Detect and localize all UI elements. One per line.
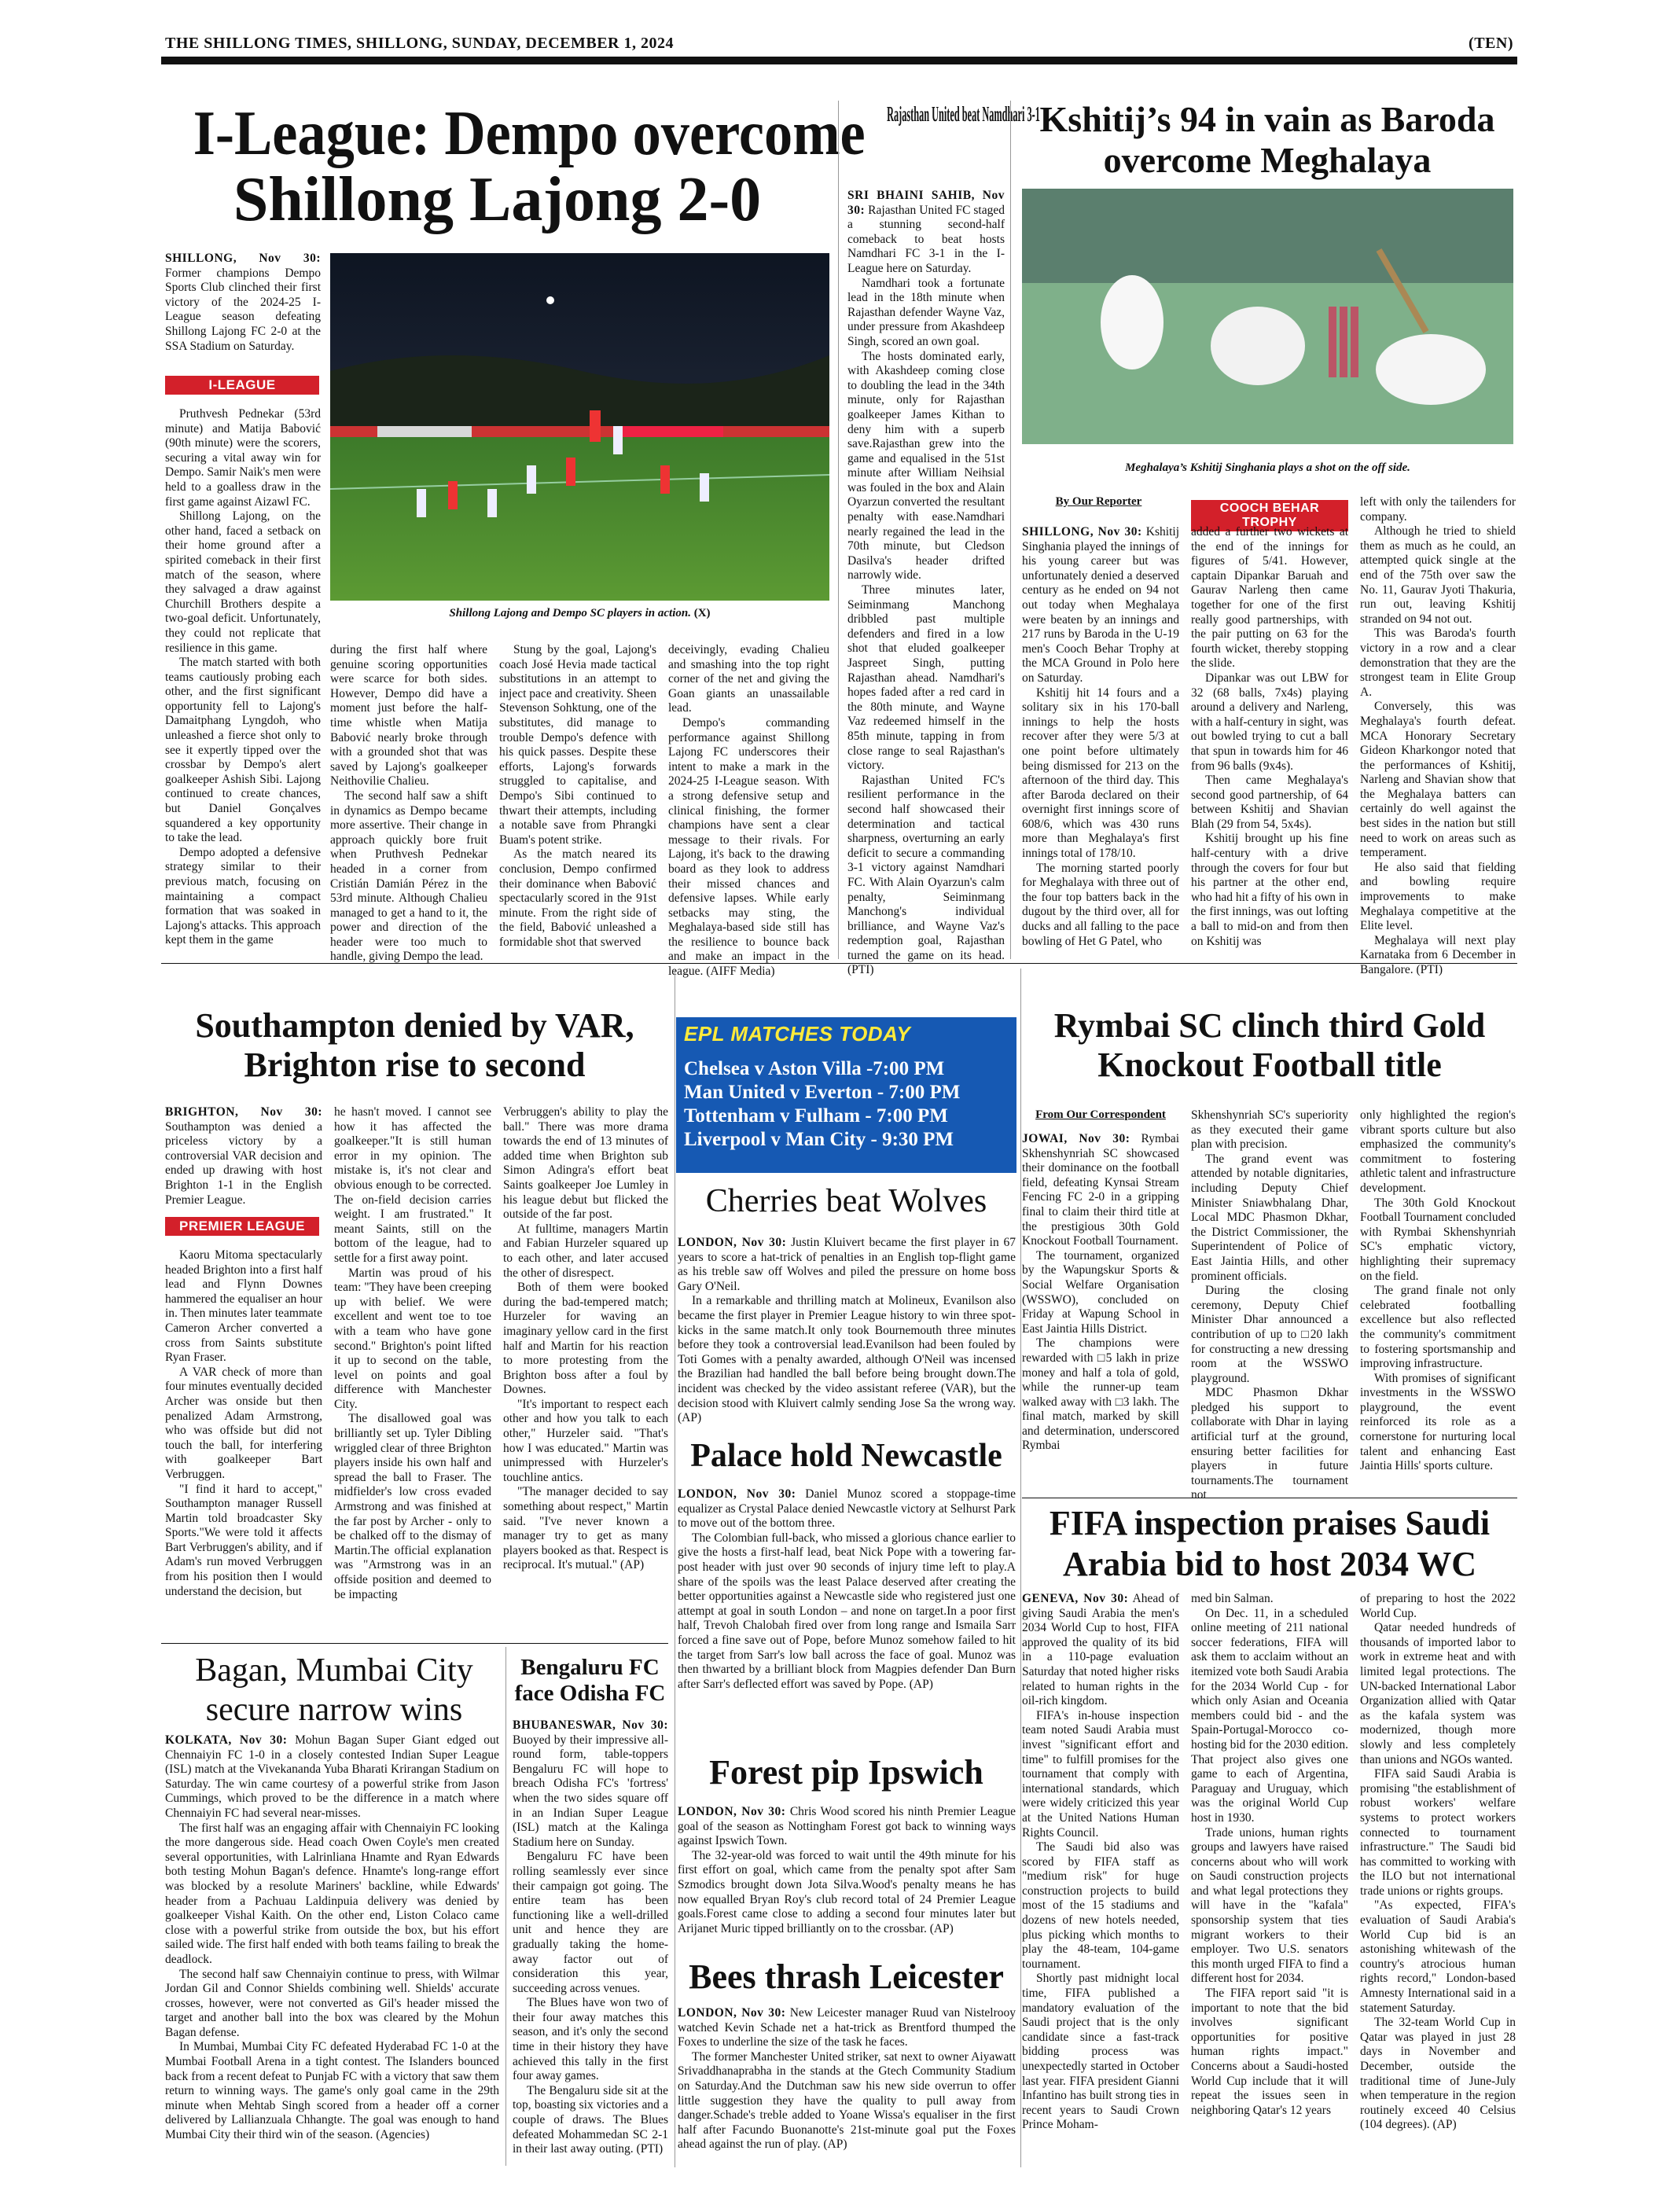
masthead-right: (TEN) [1469, 35, 1513, 52]
southampton-dateline: BRIGHTON, Nov 30: [165, 1105, 322, 1119]
bagan-headline-line1: Bagan, Mumbai City [195, 1652, 473, 1689]
southampton-col2-p2: Martin was proud of his team: "They have been creeping up with belief. We were excellent and went toe to toe with a team who have gone second." Brighton's point lifted it up to second on the table, level on points and goal difference with Manchester City. [334, 1266, 491, 1411]
rymbai-col1-p1: Rymbai Skhenshynriah SC showcased their dominance on the football field, defeating Kynsai Stream Fencing FC 2-0 in a gripping final to claim their third title at the prestigious 30th Gold Knockout Football Tournament. [1022, 1132, 1180, 1248]
rymbai-headline [1022, 1006, 1517, 1085]
bengaluru-body [513, 1718, 668, 2162]
fifa-col3-p4: "As expected, FIFA's evaluation of Saudi Arabia's World Cup bid is an astonishing whitewash of the country's atrocious human rights record," London-based Amnesty International said in a statement Saturday. [1360, 1898, 1516, 2015]
fifa-headline [1022, 1503, 1517, 1585]
epl-match: Man United v Everton - 7:00 PM [684, 1082, 961, 1103]
kshitij-tag: COOCH BEHAR TROPHY [1191, 500, 1348, 531]
kshitij-col3-p4: Conversely, this was Meghalaya's fourth defeat. MCA Honorary Secretary Gideon Kharkongor noted that the performances of Kshitij, Narleng and Shavian show that the Meghalaya batters can certainly do well against the best sides in the nation but still need to work on areas such as temperament. [1360, 700, 1516, 860]
kshitij-col2-p1: added a further two wickets at the end of the innings for figures of 5/41. However, captain Dipankar Baruah and Gaurav Narleng then came together for one of the first really good partnerships, with the pair putting on 63 for the fourth wicket, thereby stopping the slide. [1191, 525, 1348, 671]
dempo-photo [330, 253, 829, 601]
epl-match: Tottenham v Fulham - 7:00 PM [684, 1105, 948, 1127]
rymbai-col2-p2: The grand event was attended by notable dignitaries, including Deputy Chief Minister Sniawbhalang Dhar, Local MDC Phasmon Dkhar, the District Commissioner, the Superintendent of Police of East Jaintia Hills, and other prominent officials. [1191, 1152, 1348, 1283]
rymbai-col2-p1: Skhenshynriah SC's superiority as they executed their game plan with precision. [1191, 1108, 1348, 1152]
bagan-headline-line2: secure narrow wins [205, 1692, 463, 1728]
dempo-col1-p1: Pruthvesh Pednekar (53rd minute) and Matija Babović (90th minute) were the scorers, securing a vital away win for Dempo. Samir Naik's men were held to a goalless draw in the first game against Aizawl FC. [165, 407, 321, 509]
fifa-dateline: GENEVA, Nov 30: [1022, 1592, 1129, 1605]
dempo-headline [161, 99, 866, 234]
dempo-caption [330, 607, 829, 620]
southampton-col2-p3: The disallowed goal was brilliantly set up. Tyler Dibling wriggled clear of three Brighton players inside his own half and spread the ball to Fraser. The midfielder's low cross evaded Armstrong and was finished at the far post by Archer - only to be chalked off to the dismay of Martin.The official explanation was "Armstrong was in an offside position and deemed to be impacting [334, 1412, 491, 1601]
palace-body [678, 1487, 1016, 1747]
fifa-headline-line1: FIFA inspection praises Saudi [1049, 1504, 1491, 1542]
kshitij-dateline: SHILLONG, Nov 30: [1022, 525, 1142, 538]
dempo-caption-text: Shillong Lajong and Dempo SC players in action. [449, 607, 691, 619]
fifa-col1-p3: The Saudi bid also was scored by FIFA staff as "medium risk" for huge construction projects to build most of the 15 stadiums and dozens of new hotels needed, plus picking which months to play the 48-team, 104-game tournament. [1022, 1840, 1179, 1971]
kshitij-col3-p6: Meghalaya will next play Karnataka from 6 December in Bangalore. (PTI) [1360, 933, 1516, 976]
rymbai-col2-p3: During the closing ceremony, Deputy Chief Minister Dhar announced a contribution of up to □20 lakh for constructing a new dressing room at the WSSWO playground. [1191, 1284, 1348, 1385]
dempo-col1 [165, 407, 321, 958]
rajasthan-dateline: SRI BHAINI SAHIB, Nov 30: [847, 189, 1005, 217]
fifa-col3 [1360, 1592, 1516, 2166]
rymbai-byline: From Our Correspondent [1035, 1108, 1166, 1121]
bagan-p3: The second half saw Chennaiyin continue to press, with Wilmar Jordan Gil and Connor Shields combining well. Shields' accurate crosses, however, were not converted as Gil's header missed the target and another ball into the box was cleared by the Mohun Bagan defense. [165, 1967, 499, 2039]
southampton-col2 [334, 1105, 491, 1637]
southampton-col3 [503, 1105, 668, 1637]
forest-p2: The 32-year-old was forced to wait until the 49th minute for his first effort on goal, which came from the penalty spot after Sam Szmodics brought down Jota Silva.Wood's penalty means he has now equalled Bryan Roy's club record total of 24 Premier League goals.Forest came close to adding a second four minutes later but Arijanet Muric tipped brilliantly on to the crossbar. (AP) [678, 1848, 1016, 1935]
dempo-headline-line2: Shillong Lajong 2-0 [233, 165, 762, 234]
dempo-lead [165, 252, 321, 371]
fifa-col1-p4: Shortly past midnight local time, FIFA published a mandatory evaluation of the Saudi project that is the only candidate since a fast-track bidding process was unexpectedly started in October last year. FIFA president Gianni Infantino has built strong ties in recent years to Saudi Crown Prince Moham- [1022, 1972, 1179, 2132]
dempo-lead-text: Former champions Dempo Sports Club clinched their first victory of the 2024-25 I-League season defeating Shillong Lajong FC 2-0 at the SSA Stadium on Saturday. [165, 266, 321, 353]
cricket-image [1022, 189, 1513, 444]
southampton-col3-p1: Verbruggen's ability to play the ball." There was more drama towards the end of 13 minutes of added time when Brighton sub Simon Adingra's effort beat Saints goalkeeper Joe Lumley in his league debut but flicked the outside of the far post. [503, 1105, 668, 1222]
bengaluru-headline-line2: face Odisha FC [514, 1681, 666, 1706]
divider [838, 101, 839, 959]
bengaluru-p1: Buoyed by their impressive all-round form, table-toppers Bengaluru FC will hope to breach Odisha FC's 'fortress' when the two sides square off in an Indian Super League (ISL) match at the Kalinga Stadium here on Sunday. [513, 1733, 668, 1849]
southampton-col3-p4: "It's important to respect each other and how you talk to each other," Hurzeler said. "That's how I was educated." Martin was unimpressed with Hurzeler's touchline antics. [503, 1397, 668, 1484]
southampton-headline [161, 1006, 668, 1085]
rymbai-col1-p2: The tournament, organized by the Wapungskur Sports & Social Welfare Organisation (WSSWO), concluded on Friday at Wapung School in East Jaintia Hills District. [1022, 1248, 1179, 1336]
kshitij-col1-p1: Kshitij Singhania played the innings of his young career but was unfortunately denied a deserved century as he ended on 94 not out today when Meghalaya were beaten by an innings and 217 runs by Baroda in the U-19 men's Cooch Behar Trophy at the MCA Ground in Polo here on Saturday. [1022, 525, 1179, 685]
kshitij-col3-p1: left with only the tailenders for company. [1360, 495, 1516, 524]
dempo-tag: I-LEAGUE [165, 376, 319, 395]
kshitij-col2 [1191, 525, 1348, 958]
bengaluru-p3: The Blues have won two of their four away matches this season, and it's only the second time in their history they have achieved this tally in the first four away games. [513, 1996, 668, 2083]
dempo-col1-p2: Shillong Lajong, on the other hand, faced a setback on their home ground after a spirited comeback in their first match of the season, where they salvaged a draw against Churchill Brothers despite a two-goal deficit. Unfortunately, they could not replicate that resilience in this game. [165, 509, 321, 655]
kshitij-photo [1022, 189, 1513, 444]
kshitij-col3-p2: Although he tried to shield them as much as he could, an attempted quick single at the end of the 75th over saw the No. 11, Gaurav Jyoti Thakuria, run out, leaving Kshitij stranded on 94 not out. [1360, 524, 1516, 626]
fifa-col1-p1: Ahead of giving Saudi Arabia the men's 2034 World Cup to host, FIFA approved the quality of its bid in a 110-page evaluation Saturday that noted higher risks related to human rights in the oil-rich kingdom. [1022, 1592, 1180, 1708]
dempo-col1-p3: The match started with both teams cautiously probing each other, and the first significant opportunity fell to Lajong's Damaitphang Lyngdoh, who unleashed a fierce shot only to see it expertly tipped over the crossbar by Dempo's alert goalkeeper Ashish Sibi. Lajong continued to create chances, but Daniel Gonçalves squandered a key opportunity to take the lead. [165, 656, 321, 845]
rymbai-col1-p3: The champions were rewarded with □5 lakh in prize money and half a tola of gold, while the runner-up team walked away with □3 lakh. The final match, marked by skill and determination, underscored Rymbai [1022, 1336, 1179, 1453]
southampton-col1-p3: "I find it hard to accept," Southampton manager Russell Martin told broadcaster Sky Sports."We were told it affects Bart Verbruggen's ability, and if Adam's run moved Verbruggen from his position then I would understand the decision, but [165, 1482, 322, 1598]
cherries-p1: Justin Kluivert became the first player in 67 years to score a hat-trick of penalties in an English top-flight game as his treble saw off Wolves and piled the pressure on home boss Gary O'Neil. [678, 1236, 1016, 1293]
kshitij-col3 [1360, 495, 1516, 976]
southampton-tag: PREMIER LEAGUE [165, 1217, 319, 1236]
rajasthan-body [847, 189, 1005, 977]
southampton-col2-p1: he hasn't moved. I cannot see how it has affected the goalkeeper."It is still human error in my opinion. The mistake is, it's not clear and obvious enough to be corrected. The on-field decision carries weight. I am frustrated." It meant Saints, still on the bottom of the league, had to settle for a first away point. [334, 1105, 491, 1265]
rymbai-col2 [1191, 1108, 1348, 1502]
section-rule [161, 963, 1517, 964]
bees-p1: New Leicester manager Ruud van Nistelrooy watched Kevin Schade net a hat-trick as Brentford thumped the Foxes to underline the size of the task he faces. [678, 2006, 1016, 2049]
epl-box [676, 1017, 1016, 1173]
kshitij-headline-line2: overcome Meghalaya [1103, 140, 1432, 180]
divider [1010, 101, 1011, 959]
kshitij-byline: By Our Reporter [1055, 495, 1142, 508]
dempo-dateline: SHILLONG, Nov 30: [165, 252, 321, 265]
bengaluru-p4: The Bengaluru side sit at the top, boasting six victories and a couple of draws. The Blues defeated Mohammedan SC 2-1 in their last away outing. (PTI) [513, 2083, 668, 2156]
masthead-rule [161, 57, 1517, 64]
kshitij-col2-p4: Kshitij brought up his fine half-century with a drive through the covers for four but his partner at the other end, who had hit a fifty of his own in the first innings, was out lofting a ball to mid-on and from then on Kshitij was [1191, 832, 1348, 948]
fifa-col3-p1: of preparing to host the 2022 World Cup. [1360, 1592, 1516, 1620]
forest-dateline: LONDON, Nov 30: [678, 1805, 786, 1818]
cherries-body [678, 1236, 1016, 1424]
southampton-lead-text: Southampton was denied a priceless victory by a controversial VAR decision and ended up drawing with host Brighton 1-1 in the English Premier League. [165, 1119, 322, 1207]
rajasthan-p1: Rajasthan United FC staged a stunning second-half comeback to beat hosts Namdhari FC 3-1 in the I-League here on Saturday. [847, 203, 1005, 275]
rajasthan-p5: Rajasthan United FC's resilient performance in the second half showcased their determination and tactical sharpness, overturning an early deficit to secure a commanding 3-1 victory against Namdhari FC. With Alain Oyarzun's calm penalty, Seiminmang Manchong's individual brilliance, and Wayne Vaz's redemption goal, Rajasthan turned the game on its head. (PTI) [847, 773, 1005, 977]
southampton-col3-p5: "The manager decided to say something about respect," Martin said. "I've never known a manager try to get as many players booked as that. Respect is reciprocal. It's mutual." (AP) [503, 1485, 668, 1572]
rajasthan-headline: Rajasthan United beat Namdhari 3-1 [887, 102, 1040, 126]
bengaluru-headline-line1: Bengaluru FC [520, 1655, 660, 1680]
rymbai-col1 [1022, 1132, 1179, 1494]
fifa-col2-p3: Trade unions, human rights groups and lawyers have raised concerns about who will work on Saudi construction projects and what legal protections they will have in the "kafala" sponsorship system that ties migrant workers to their employer. Two U.S. senators this month urged FIFA to find a different host for 2034. [1191, 1825, 1348, 1986]
rymbai-col2-p4: MDC Phasmon Dkhar pledged his support to collaborate with Dhar in laying artificial turf at the ground, ensuring better facilities for players in future tournaments.The tournament not [1191, 1386, 1348, 1502]
dempo-caption-credit: (X) [693, 607, 711, 619]
bees-headline: Bees thrash Leicester [689, 1957, 1004, 1996]
fifa-headline-line2: Arabia bid to host 2034 WC [1062, 1545, 1477, 1583]
masthead-left: THE SHILLONG TIMES, SHILLONG, SUNDAY, DECEMBER 1, 2024 [165, 35, 674, 52]
bagan-dateline: KOLKATA, Nov 30: [165, 1733, 288, 1747]
dempo-col3 [499, 643, 656, 958]
cherries-dateline: LONDON, Nov 30: [678, 1236, 787, 1249]
rymbai-headline-line1: Rymbai SC clinch third Gold [1053, 1006, 1486, 1045]
southampton-lead [165, 1105, 322, 1207]
kshitij-col2-p2: Dipankar was out LBW for 32 (68 balls, 7x4s) playing around a delivery and Narleng, with a half-century in sight, was out bowled trying to cut a ball that spun in towards him for 46 from 96 balls (9x4s). [1191, 671, 1348, 773]
dempo-col1-p4: Dempo adopted a defensive strategy similar to their previous match, focusing on maintaining a compact formation that was soaked in Lajong's attacks. This approach kept them in the game [165, 845, 321, 947]
rymbai-col3 [1360, 1108, 1516, 1494]
forest-p1: Chris Wood scored his ninth Premier League goal of the season as Nottingham Forest got back to winning ways against Ipswich Town. [678, 1805, 1016, 1848]
southampton-col3-p2: At fulltime, managers Martin and Fabian Hurzeler squared up to each other, and later accused the other of disrespect. [503, 1222, 668, 1280]
fifa-col2-p1: med bin Salman. [1191, 1592, 1274, 1605]
bagan-p4: In Mumbai, Mumbai City FC defeated Hyderabad FC 1-0 at the Mumbai Football Arena in a tight contest. The Islanders bounced back from a recent defeat to Punjab FC with a victory that saw them return to winning ways. The game's only goal came in the 29th minute when Mehtab Singh scored from a header off a corner delivered by Lallianzuala Chhangte. The goal was enough to hand Mumbai City their third win of the season. (Agencies) [165, 2040, 499, 2142]
southampton-headline-line1: Southampton denied by VAR, [195, 1006, 634, 1045]
divider [1020, 969, 1021, 2167]
southampton-col1 [165, 1248, 322, 1637]
rajasthan-p3: The hosts dominated early, with Akashdeep coming close to doubling the lead in the 34th minute, only for Rajasthan goalkeeper James Kithan to deny him with a superb save.Rajasthan grew into the game and equalised in the 51st minute after William Neihsial was fouled in the box and Alain Oyarzun converted the resultant penalty with ease.Namdhari nearly regained the lead in the 70th minute, but Cledson Dasilva's header drifted narrowly wide. [847, 349, 1005, 583]
cherries-headline: Cherries beat Wolves [705, 1183, 987, 1219]
palace-dateline: LONDON, Nov 30: [678, 1487, 796, 1501]
cherries-p2: In a remarkable and thrilling match at Molineux, Evanilson also became the first player in Premier League history to win three spot-kicks in the same match.It only took Bournemouth three minutes before they took a controversial lead.Evanilson had been fouled by Toti Gomes with a penalty awarded, although O'Neil was incensed the Brazilian had handled the ball before being brought down.The incident was checked by the video assistant referee (VAR), but the decision stood with Kluivert calmly sending Jose Sa the wrong way. (AP) [678, 1294, 1016, 1425]
bees-dateline: LONDON, Nov 30: [678, 2006, 786, 2020]
fifa-col3-p2: Qatar needed hundreds of thousands of imported labor to work in extreme heat and with limited legal protections. The UN-backed International Labor Organization allied with Qatar as the kafala system was modernized, though more slowly and less completely than unions and NGOs wanted. [1360, 1621, 1516, 1766]
kshitij-col1 [1022, 525, 1179, 958]
forest-headline: Forest pip Ipswich [709, 1753, 983, 1792]
dempo-col4-p2: Dempo's commanding performance against Shillong Lajong FC underscores their intent to make a mark in the 2024-25 I-League season. With a strong defensive setup and clinical finishing, the former champions have sent a clear message to their rivals. For Lajong, it's back to the drawing board as they look to address their missed chances and defensive lapses. While early setbacks may sting, the Meghalaya-based side still has the resilience to bounce back and make an impact in the league. (AIFF Media) [668, 715, 829, 979]
dempo-col4-p1: deceivingly, evading Chalieu and smashing into the top right corner of the net and giving the Goan giants an unassailable lead. [668, 643, 829, 715]
rymbai-col3-p1: only highlighted the region's vibrant sports culture but also emphasized the community's commitment to fostering athletic talent and infrastructure development. [1360, 1108, 1516, 1195]
rymbai-col3-p3: The grand finale not only celebrated footballing excellence but also reflected the community's commitment to fostering sportsmanship and improving infrastructure. [1360, 1284, 1516, 1371]
epl-match: Chelsea v Aston Villa -7:00 PM [684, 1058, 945, 1079]
fifa-col1 [1022, 1592, 1179, 2166]
southampton-col3-p3: Both of them were booked during the bad-tempered match; Hurzeler for waving an imaginary yellow card in the first half and Martin for his reaction to more protesting from the Brighton boss after a foul by Downes. [503, 1281, 668, 1397]
bees-p2: The former Manchester United striker, sat next to owner Aiyawatt Srivaddhanaprabha in the stands at the Gtech Community Stadium on Saturday.And the Dutchman saw his new side overrun to offer little suggestion they have the quality to pull away from danger.Schade's treble added to Yoane Wissa's equaliser in the first half after Facundo Buonanotte's 21st-minute goal put the Foxes ahead against the run of play. (AP) [678, 2049, 1016, 2152]
football-match-image [330, 253, 829, 601]
forest-body [678, 1805, 1016, 1946]
kshitij-headline [1016, 99, 1519, 181]
southampton-col1-p2: A VAR check of more than four minutes eventually decided Archer was onside but then penalized Adam Armstrong, who was offside but did not touch the ball, for interfering with goalkeeper Bart Verbruggen. [165, 1365, 322, 1481]
rymbai-col3-p4: With promises of significant investments in the WSSWO playground, the event reinforced its role as a cornerstone for nurturing local talent and enhancing East Jaintia Hills' sports culture. [1360, 1371, 1516, 1473]
dempo-col2-p1: during the first half where genuine scoring opportunities were scarce for both sides. However, Dempo did have a moment just before the half-time whistle when Matija Babović nearly broke through with a grounded shot that was saved by Lajong's goalkeeper Neithovilie Chalieu. [330, 643, 487, 788]
kshitij-col3-p5: He also said that fielding and bowling require improvements to make Meghalaya competitive at the Elite level. [1360, 860, 1516, 933]
dempo-col2-p2: The second half saw a shift in dynamics as Dempo became more assertive. Their change in approach quickly bore fruit when Pruthvesh Pednekar headed in a corner from Cristián Damián Pérez in the 53rd minute. Although Chalieu managed to get a hand to it, the power and direction of the header were too much to handle, giving Dempo the lead. [330, 788, 487, 964]
palace-p1: Daniel Munoz scored a stoppage-time equalizer as Crystal Palace denied Newcastle victory at Selhurst Park to move out of the bottom three. [678, 1487, 1016, 1531]
southampton-col1-p1: Kaoru Mitoma spectacularly headed Brighton into a first half lead and Flynn Downes hammered the equaliser an hour in. Then minutes later teammate Cameron Archer converted a cross from Saints substitute Ryan Fraser. [165, 1248, 322, 1365]
dempo-col3-p2: As the match neared its conclusion, Dempo confirmed their dominance when Babović spectacularly scored in the 91st minute. From the right side of the field, Babović unleashed a formidable shot that swerved [499, 847, 656, 949]
bengaluru-p2: Bengaluru FC have been rolling seamlessly ever since their campaign got going. The entire team has been functioning like a well-drilled unit and hence they are gradually taking the home-away factor out of consideration this year, succeeding across venues. [513, 1850, 668, 1995]
epl-title: EPL MATCHES TODAY [676, 1017, 1016, 1051]
kshitij-col3-p3: This was Baroda's fourth victory in a row and a clear demonstration that they are the strongest team in Elite Group A. [1360, 627, 1516, 699]
fifa-col2-p4: The FIFA report said "it is important to note that the bid involves significant opportunities for positive human rights impact." Concerns about a Saudi-hosted World Cup include that it will repeat the issues seen in neighboring Qatar's 12 years [1191, 1987, 1348, 2117]
rajasthan-p4: Three minutes later, Seiminmang Manchong dribbled past multiple defenders and fired in a low shot that eluded goalkeeper Jaspreet Singh, putting Rajasthan ahead. Namdhari's hopes faded after a red card in the 80th minute, and Wayne Vaz redeemed himself in the 85th minute, tapping in from close range to seal Rajasthan's victory. [847, 583, 1005, 773]
dempo-headline-line1: I-League: Dempo overcome [193, 99, 866, 168]
dempo-col3-p1: Stung by the goal, Lajong's coach José Hevia made tactical substitutions in an attempt to inject pace and creativity. Sheen Stevenson Sohktung, one of the substitutes, did manage to trouble Dempo's defence with his quick passes. Despite these efforts, Lajong's forwards struggled to capitalise, and Dempo's Sibi continued to thwart their attempts, including a notable save from Phrangki Buam's potent strike. [499, 643, 656, 847]
bengaluru-headline [509, 1655, 671, 1707]
rymbai-col3-p2: The 30th Gold Knockout Football Tournament concluded with Rymbai Skhenshynriah SC's emphatic victory, highlighting their supremacy on the field. [1360, 1196, 1516, 1283]
section-rule [161, 1643, 668, 1644]
rymbai-dateline: JOWAI, Nov 30: [1022, 1132, 1130, 1145]
bengaluru-dateline: BHUBANESWAR, Nov 30: [513, 1718, 668, 1732]
southampton-headline-line2: Brighton rise to second [244, 1046, 586, 1084]
palace-p2: The Colombian full-back, who missed a glorious chance earlier to give the hosts a first-half lead, beat Nick Pope with a towering far-post header with just over 90 seconds of injury time left to play.A share of the spoils was the least Palace deserved after creating the better opportunities against a Newcastle side who registered just one attempt at goal in south London – and none on target.In a poor first half, Trevoh Chalobah fired over from long range and Ismaila Sarr forced a fine save out of Pope, before Munoz somehow failed to hit the target from Sarr's low ball across the face of goal. Munoz was then thwarted by a brilliant block from Magpies defender Dan Burn after Sarr's deflected effort was saved by Pope. (AP) [678, 1531, 1016, 1691]
fifa-col3-p5: The 32-team World Cup in Qatar was played in just 28 days in November and December, outside the traditional time of June-July when temperature in the region routinely exceed 40 Celsius (104 degrees). (AP) [1360, 2016, 1516, 2132]
bagan-p2: The first half was an engaging affair with Chennaiyin FC looking the more dangerous side. Head coach Owen Coyle's men created several opportunities, with Lalrinliana Hnamte and Ryan Edwards both testing Mohun Bagan's defence. Hnamte's long-range effort was blocked by a resolute Mariners' backline, while Edwards' header from a Pachuau Laldinpuia delivery was denied by goalkeeper Vishal Kaith. On the other end, Liston Colaco came close with a powerful strike from outside the box, but his effort sailed wide. The first half ended with both teams failing to break the deadlock. [165, 1821, 499, 1966]
divider [505, 1647, 506, 2166]
fifa-col2-p2: On Dec. 11, in a scheduled online meeting of 211 national soccer federations, FIFA will ask them to acclaim without an itemized vote both Saudi Arabia for the 2034 World Cup - for which only Asian and Oceania members could bid - and the Spain-Portugal-Morocco co-hosting bid for the 2030 edition. That project also gives one game to each of Argentina, Paraguay and Uruguay, which was the original World Cup host in 1930. [1191, 1606, 1348, 1825]
dempo-col4 [668, 643, 829, 979]
palace-headline: Palace hold Newcastle [690, 1438, 1002, 1474]
epl-match: Liverpool v Man City - 9:30 PM [684, 1129, 954, 1150]
dempo-col2 [330, 643, 487, 964]
kshitij-col1-p3: The morning started poorly for Meghalaya with three out of the four top batters back in the dugout by the third over, all for ducks and all falling to the pace bowling of Het G Patel, who [1022, 861, 1179, 948]
bagan-headline [161, 1651, 507, 1729]
fifa-col1-p2: FIFA's in-house inspection team noted Saudi Arabia must invest "significant effort and time" to fulfill promises for the tournament that comply with international standards, which were widely criticized this year at the United Nations Human Rights Council. [1022, 1708, 1179, 1840]
rajasthan-p2: Namdhari took a fortunate lead in the 18th minute when Rajasthan defender Wayne Vaz, under pressure from Akashdeep Singh, scored an own goal. [847, 276, 1005, 348]
kshitij-headline-line1: Kshitij’s 94 in vain as Baroda [1039, 99, 1495, 139]
fifa-col3-p3: FIFA said Saudi Arabia is promising "the establishment of robust workers' welfare systems to protect workers connected to tournament infrastructure." The Saudi bid has committed to working with the ILO but not international trade unions or rights groups. [1360, 1767, 1516, 1898]
bagan-p1: Mohun Bagan Super Giant edged out Chennaiyin FC 1-0 in a closely contested Indian Super League (ISL) match at the Vivekananda Yuba Bharati Krirangan Stadium on Saturday. The win came courtesy of a powerful strike from Jason Cummings, which proved to be the difference in a match where Chennaiyin FC had several near-misses. [165, 1733, 499, 1820]
fifa-col2 [1191, 1592, 1348, 2166]
bagan-body [165, 1733, 499, 2162]
kshitij-caption: Meghalaya’s Kshitij Singhania plays a shot on the off side. [1125, 461, 1410, 474]
kshitij-col2-p3: Then came Meghalaya's second good partnership, of 64 between Kshitij and Shavian Blah (29 from 54, 5x4s). [1191, 774, 1348, 831]
bees-body [678, 2006, 1016, 2163]
rymbai-headline-line2: Knockout Football title [1097, 1046, 1442, 1084]
kshitij-col1-p2: Kshitij hit 14 fours and a solitary six in his 170-ball innings to help the hosts recover after they were 5/3 at one point before ultimately being dismissed for 213 on the afternoon of the third day. This after Baroda declared on their overnight first innings score of 608/6, which was 430 runs more than Meghalaya's first innings total of 178/10. [1022, 686, 1179, 861]
